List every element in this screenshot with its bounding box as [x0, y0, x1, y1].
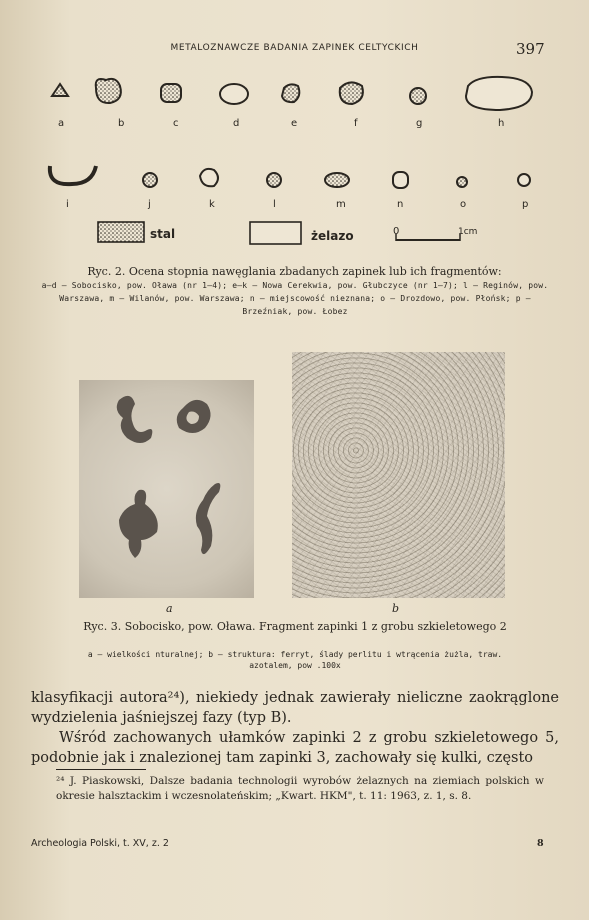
label-e: e — [291, 118, 298, 129]
legend-steel-label: stal — [150, 227, 176, 241]
section-a — [52, 84, 68, 96]
section-j — [143, 173, 157, 187]
label-d: d — [233, 118, 240, 129]
figure-3-caption-title: Ryc. 3. Sobocisko, pow. Oława. Fragment zapinki 1 z grobu szkieletowego 2 — [83, 620, 507, 633]
figure-2-caption-legend: a—d — Sobocisko, pow. Oława (nr 1—4); e—k — Nowa Cerekwia, pow. Głubczyce (nr 1—7); l — Reginów, pow. Warszawa, m — Wilanów, pow. Warszawa; n — miejscowość nieznana; o — Drozdowo, pow. Płońsk; p — Brzeźniak, pow. Łobez — [41, 281, 549, 316]
body-text — [31, 688, 559, 768]
section-h — [466, 77, 532, 110]
label-i: i — [66, 199, 69, 210]
section-b — [96, 79, 121, 103]
photo-b-microstructure — [292, 352, 505, 598]
body-paragraph-1: klasyfikacji autora²⁴), niekiedy jednak zawierały nieliczne zaokrąglone wydzielenia jaśniejszej fazy (typ B). — [31, 690, 559, 726]
label-o: o — [460, 199, 467, 210]
page-number: 397 — [516, 40, 545, 58]
figure-3-label-a: a — [166, 602, 173, 615]
section-m — [325, 173, 349, 187]
figure-2-caption-title: Ryc. 2. Ocena stopnia nawęglania zbadanych zapinek lub ich fragmentów: — [87, 265, 502, 278]
section-f — [340, 82, 363, 104]
section-e — [282, 84, 299, 102]
section-p — [518, 174, 530, 186]
legend-iron-label: żelazo — [311, 229, 354, 243]
label-k: k — [209, 199, 215, 210]
legend-steel-swatch — [98, 222, 144, 242]
section-g — [410, 88, 426, 104]
fragments-drawing — [79, 380, 254, 598]
section-c — [161, 84, 181, 102]
label-m: m — [336, 199, 346, 210]
figure-3-caption-legend: a — wielkości nturalnej; b — struktura: ferryt, ślady perlitu i wtrącenia żużla, traw. azotalem, pow .100x — [87, 650, 503, 670]
label-g: g — [416, 118, 423, 129]
label-p: p — [522, 199, 529, 210]
section-n — [393, 172, 408, 188]
section-l — [267, 173, 281, 187]
legend-iron-swatch — [250, 222, 301, 244]
section-i — [50, 166, 96, 184]
label-b: b — [118, 118, 125, 129]
label-a: a — [58, 118, 65, 129]
figure-3-label-b: b — [392, 602, 400, 615]
footnote-24: ²⁴ J. Piaskowski, Dalsze badania technologii wyrobów żelaznych na ziemiach polskich w okresie halsztackim i wczesnolateńskim; „Kwart. HKM", t. 11: 1963, z. 1, s. 8. — [56, 775, 544, 802]
figure-2-drawings — [0, 0, 589, 265]
section-o — [457, 177, 467, 187]
footnote-rule — [56, 769, 146, 770]
scale-unit: 1cm — [458, 227, 478, 237]
journal-footer: Archeologia Polski, t. XV, z. 2 — [31, 838, 169, 849]
scale-zero: 0 — [393, 226, 400, 237]
photo-a-fragments — [79, 380, 254, 598]
label-j: j — [148, 199, 151, 210]
body-paragraph-2: Wśród zachowanych ułamków zapinki 2 z grobu szkieletowego 5, podobnie jak i znalezionej tam zapinki 3, zachowały się kulki, często — [31, 730, 559, 766]
label-f: f — [354, 118, 358, 129]
section-d — [220, 84, 248, 104]
label-l: l — [273, 199, 276, 210]
label-h: h — [498, 118, 505, 129]
running-head: METALOZNAWCZE BADANIA ZAPINEK CELTYCKICH — [170, 43, 419, 53]
scale-bar — [396, 234, 460, 241]
label-n: n — [397, 199, 404, 210]
signature-mark: 8 — [537, 838, 544, 849]
section-k — [200, 169, 218, 186]
label-c: c — [173, 118, 179, 129]
